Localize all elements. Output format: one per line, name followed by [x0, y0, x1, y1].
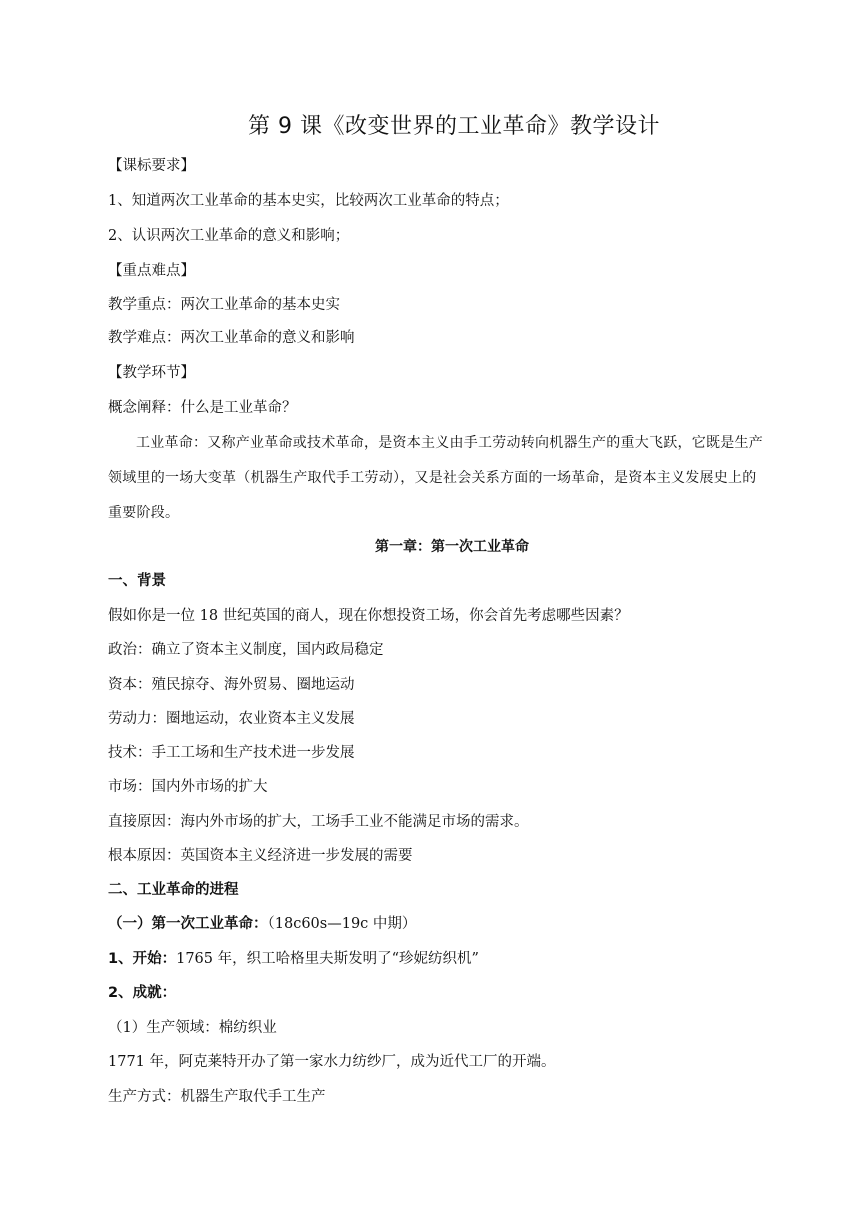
subsection-period: （18c60s—19c 中期）: [267, 916, 417, 932]
key-point: 教学重点：两次工业革命的基本史实: [108, 297, 340, 313]
teaching-steps-heading: 【教学环节】: [108, 365, 195, 381]
curriculum-item: 1、知道两次工业革命的基本史实，比较两次工业革命的特点；: [108, 193, 509, 209]
curriculum-item: 2、认识两次工业革命的意义和影响；: [108, 228, 350, 244]
key-points-heading: 【重点难点】: [108, 263, 195, 279]
achievement-label: 2、成就：: [108, 985, 177, 1001]
start-label: 1、开始：: [108, 951, 177, 967]
background-item: 劳动力：圈地运动，农业资本主义发展: [108, 711, 355, 727]
difficult-point: 教学难点：两次工业革命的意义和影响: [108, 330, 355, 346]
section-heading-background: 一、背景: [108, 573, 166, 589]
subsection-label: （一）第一次工业革命：: [108, 916, 268, 932]
curriculum-heading: 【课标要求】: [108, 158, 195, 174]
background-item: 技术：手工工场和生产技术进一步发展: [108, 745, 355, 761]
definition-line: 重要阶段。: [108, 505, 180, 521]
background-item: 资本：殖民掠夺、海外贸易、圈地运动: [108, 677, 355, 693]
start-text: 1765 年，织工哈格里夫斯发明了“珍妮纺织机”: [176, 951, 479, 967]
background-question: 假如你是一位 18 世纪英国的商人，现在你想投资工场，你会首先考虑哪些因素？: [108, 608, 629, 624]
start-line: [108, 949, 479, 969]
root-cause: 根本原因：英国资本主义经济进一步发展的需要: [108, 848, 413, 864]
background-item: 市场：国内外市场的扩大: [108, 779, 268, 795]
section-heading-process: 二、工业革命的进程: [108, 882, 239, 898]
definition-line: 领域里的一场大变革（机器生产取代手工劳动），又是社会关系方面的一场革命，是资本主义发展史上的: [108, 470, 757, 486]
achievement-item: 生产方式：机器生产取代手工生产: [108, 1089, 326, 1105]
background-item: 政治：确立了资本主义制度，国内政局稳定: [108, 642, 384, 658]
concept-question: 概念阐释：什么是工业革命？: [108, 400, 297, 416]
subsection-heading: [108, 914, 416, 934]
document-title: 第 9 课《改变世界的工业革命》教学设计: [248, 114, 660, 139]
achievement-item: （1）生产领域：棉纺织业: [108, 1020, 277, 1036]
definition-line: 工业革命：又称产业革命或技术革命，是资本主义由手工劳动转向机器生产的重大飞跃，它既是生产: [136, 435, 763, 451]
achievement-item: 1771 年，阿克莱特开办了第一家水力纺纱厂，成为近代工厂的开端。: [108, 1054, 556, 1070]
chapter-title: 第一章：第一次工业革命: [375, 539, 529, 555]
direct-cause: 直接原因：海内外市场的扩大，工场手工业不能满足市场的需求。: [108, 814, 529, 830]
